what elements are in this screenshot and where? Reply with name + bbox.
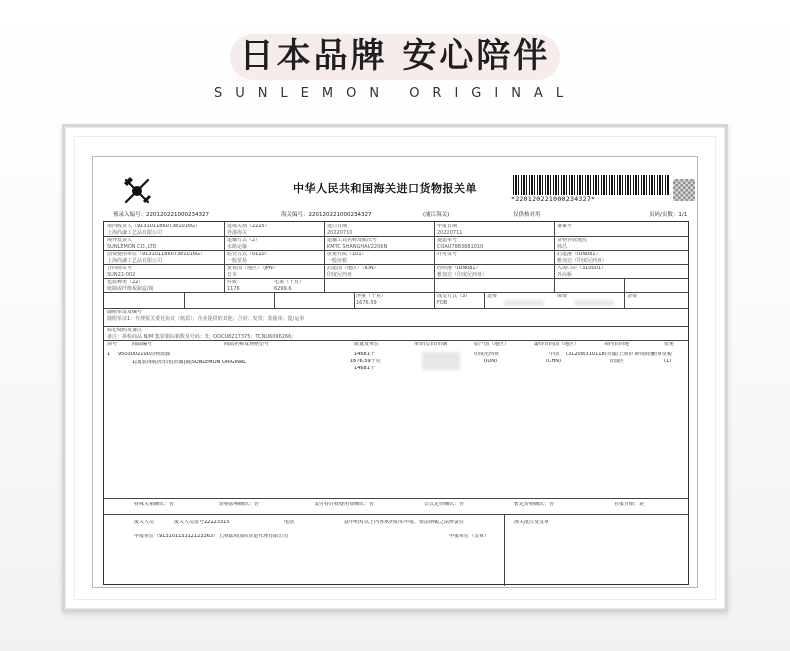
net-weight-value: 1676.59 <box>356 299 377 306</box>
record-no-label: 备案号 <box>557 224 573 229</box>
vessel-label: 运输工具名称及航次号 <box>327 238 378 243</box>
storage-value: 韩昌 <box>557 243 568 250</box>
misc-fee-cell <box>627 294 637 300</box>
consignee-value: 上海尚谦工艺品有限公司 <box>107 229 163 236</box>
entry-customs-cell <box>227 224 270 236</box>
redacted-price <box>422 352 460 370</box>
goods-origin: 印度尼西亚 <box>474 352 500 357</box>
consumer-cell <box>107 252 205 264</box>
goods-header-item-no: 项号 <box>107 342 118 347</box>
consumer-label: 消费使用单位（91310118607381016G） <box>107 252 205 257</box>
pieces-cell <box>227 280 240 292</box>
declare-date-label: 申报日期 <box>437 224 458 229</box>
customs-remark-label: 海关批注及签章 <box>514 520 550 525</box>
net-weight-cell <box>356 294 386 306</box>
provisional-price-confirm: 暂定价格确认：否 <box>514 502 555 507</box>
package-cell <box>107 280 154 292</box>
copy-note: 仅供核对用 <box>513 212 541 218</box>
goods-header-origin: 原产国（地区） <box>474 342 510 347</box>
pieces-value: 1176 <box>227 285 240 292</box>
entry-customs-value: 外港海关 <box>227 229 248 236</box>
customs-number: 海关编号：220120221000234327 <box>281 212 372 218</box>
goods-hs-code: 9503002100 <box>118 352 150 357</box>
goods-destination: 中国 <box>549 352 560 357</box>
net-weight-label: 净重（千克） <box>356 294 387 299</box>
vessel-cell <box>327 238 387 250</box>
deal-mode-cell <box>437 294 470 306</box>
storage-cell <box>557 238 587 250</box>
levy-label: 征免性质（101） <box>327 252 367 257</box>
bl-value: COAU7883881010 <box>437 243 484 250</box>
declaration-grid <box>103 221 689 585</box>
formula-price-confirm: 公式定价确认：否 <box>424 502 465 507</box>
deal-mode-label: 成交方式（3） <box>437 294 471 299</box>
page-number: 页码/页数：1/1 <box>649 212 688 218</box>
trade-country-label: 贸易国（地区）（JPN） <box>227 266 278 271</box>
gross-weight-cell <box>274 280 304 292</box>
supervision-label: 监管方式（0110） <box>227 252 270 257</box>
marks-value: 备注：拆检商品 N/M 集装箱标箱数及号码：3；OOCU8217375；TCNU6096266； <box>107 333 297 340</box>
goods-header-hs-code: 商品编号 <box>132 342 153 347</box>
transit-port-label: 经停港（IDN081） <box>437 266 481 271</box>
contract-cell <box>107 266 135 278</box>
redacted-premium <box>574 300 614 306</box>
shipper-label: 境外发货人 <box>107 238 133 243</box>
document-title: 中华人民共和国海关进口货物报关单 <box>293 182 477 195</box>
consignee-label: 境内收货人（91310118607381016G） <box>107 224 200 229</box>
trade-country-value: 日本 <box>227 271 238 278</box>
goods-header-exemption: 征免 <box>664 342 675 347</box>
package-label: 包装种类（22） <box>107 280 144 285</box>
trade-country-cell <box>227 266 278 278</box>
goods-spec: 1|3|装饰或玩乐用|玩偶|猫|SUNLEMON ORIGINAL <box>132 360 247 365</box>
entry-customs-label: 进境关别（2225） <box>227 224 270 229</box>
consumer-value: 上海尚谦工艺品有限公司 <box>107 257 163 264</box>
goods-qty-3: 14681个 <box>354 366 375 371</box>
vessel-value: KMTC SHANGHAI/2206N <box>327 243 388 250</box>
price-influence-confirm: 价格影响确认：否 <box>219 502 260 507</box>
transport-label: 运输方式（2） <box>227 238 261 243</box>
shipper-value: SUNLEMON CO.,LTD <box>107 243 157 250</box>
goods-exemption-code: (1) <box>664 359 672 364</box>
import-date-cell <box>327 224 352 236</box>
goods-item-no: 1 <box>107 352 111 357</box>
goods-origin-code: (IDN) <box>484 359 497 364</box>
goods-header-domestic: 境内目的地 <box>604 342 630 347</box>
levy-value: 一般征税 <box>327 257 348 264</box>
goods-domestic: (31209/310118)青浦/上海市 跨境商贸 <box>566 352 655 357</box>
goods-header-destination: 最终目的国（地区） <box>534 342 580 347</box>
origin-country-cell <box>327 266 379 278</box>
goods-header-qty: 数量及单位 <box>354 342 380 347</box>
departure-port-label: 启运港（IDN081） <box>557 252 601 257</box>
record-no-cell <box>557 224 572 230</box>
headline: 日本品牌 安心陪伴 <box>239 36 551 76</box>
supervision-cell <box>227 252 270 264</box>
declare-date-cell <box>437 224 462 236</box>
departure-port-cell <box>557 252 607 264</box>
goods-qty-1: 14681个 <box>354 352 375 357</box>
package-value: 纸制或纤维板制盒/箱 <box>107 285 154 292</box>
declarant-label: 报关人员 <box>134 520 155 525</box>
barcode <box>513 175 669 195</box>
license-label: 许可证号 <box>437 252 458 257</box>
goods-qty-2: 1676.59千克 <box>350 359 381 364</box>
entry-port-value: 外高桥 <box>557 271 573 278</box>
transit-port-value: 雅加达（印度尼西亚） <box>437 271 488 278</box>
customs-declaration-document <box>92 156 698 588</box>
declarant-cert-label: 报关人员证号22123315 <box>174 520 230 525</box>
consignee-cell <box>107 224 200 236</box>
declare-date-value: 20220711 <box>437 229 463 236</box>
special-relation-confirm: 特殊关系确认：否 <box>134 502 175 507</box>
storage-label: 货物存放地点 <box>557 238 588 243</box>
brand-subline: SUNLEMON ORIGINAL <box>213 86 577 101</box>
gross-weight-label: 毛重（千克） <box>274 280 305 285</box>
entry-port-label: 入境口岸（310001） <box>557 266 607 271</box>
goods-domestic-2: 青浦区 <box>609 359 625 364</box>
import-date-value: 20220710 <box>327 229 353 236</box>
misc-fee-label: 杂费 <box>627 294 638 299</box>
levy-cell <box>327 252 367 264</box>
declaring-unit: 申报单位（91310115312123363）上海嘉琪国际货运代理有限公司 <box>134 534 289 539</box>
transport-value: 水路运输 <box>227 243 248 250</box>
legal-statement: 兹申明对以上内容承担如实申报、依法纳税之法律责任 <box>344 520 465 525</box>
pre-entry-number: 预录入编号：220120221000234327 <box>113 212 209 218</box>
license-cell <box>437 252 457 258</box>
marks-cell <box>107 328 296 340</box>
documents-value: 随附单证1：代理报关委托协议（纸质）；企业提供的其他；合同；发票；装箱单；提/运单 <box>107 315 305 322</box>
goods-destination-code: (CHN) <box>546 359 561 364</box>
pieces-label: 件数 <box>227 280 238 285</box>
premium-label: 保费 <box>557 294 568 299</box>
qr-code <box>673 179 695 201</box>
premium-cell <box>557 294 567 300</box>
transit-port-cell <box>437 266 487 278</box>
port-name: (浦江海关) <box>423 212 450 218</box>
customs-emblem-icon <box>121 175 153 207</box>
goods-header-price: 单价/总价/币制 <box>414 342 448 347</box>
departure-port-value: 雅加达（印度尼西亚） <box>557 257 608 264</box>
documents-label: 随附单证及编号 <box>107 310 143 315</box>
import-date-label: 进口日期 <box>327 224 348 229</box>
goods-name: 动物玩偶 <box>150 352 171 357</box>
origin-country-value: 印度尼西亚 <box>327 271 353 278</box>
gross-weight-value: 6299.6 <box>274 285 292 292</box>
origin-country-label: 启运国（地区）（IDN） <box>327 266 379 271</box>
marks-label: 标记唛码及备注 <box>107 328 143 333</box>
contract-label: 合同协议号 <box>107 266 133 271</box>
bl-label: 提运单号 <box>437 238 458 243</box>
supervision-value: 一般贸易 <box>227 257 248 264</box>
royalty-confirm: 支付特许权使用费确认：否 <box>314 502 375 507</box>
freight-label: 运费 <box>487 294 498 299</box>
transport-cell <box>227 238 260 250</box>
redacted-freight <box>504 300 544 306</box>
goods-header-name: 商品名称及规格型号 <box>224 342 270 347</box>
entry-port-cell <box>557 266 606 278</box>
documents-cell <box>107 310 304 322</box>
deal-mode-value: FOB <box>437 299 448 306</box>
goods-exemption: 照章征税 <box>652 352 673 357</box>
phone-label: 电话 <box>284 520 295 525</box>
seal-label: 申报单位（签章） <box>449 534 490 539</box>
self-pay-confirm: 自报自缴：是 <box>614 502 645 507</box>
shipper-cell <box>107 238 157 250</box>
contract-value: SUN22-002 <box>107 271 136 278</box>
freight-cell <box>487 294 497 300</box>
barcode-text: *220120221000234327* <box>511 195 596 203</box>
bl-cell <box>437 238 483 250</box>
